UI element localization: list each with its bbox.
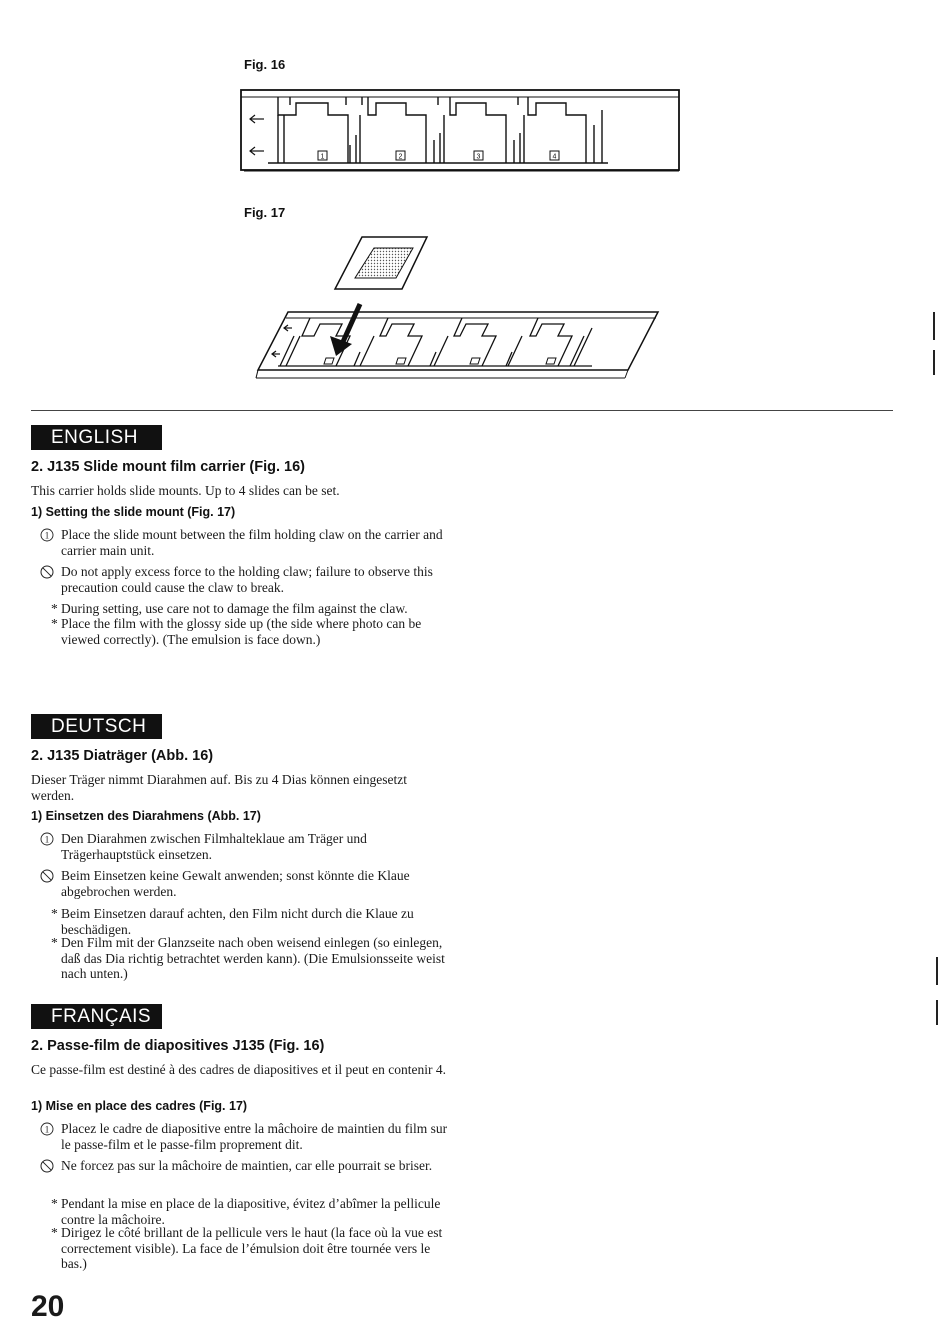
english-note-1-text: During setting, use care not to damage the film against the claw. <box>61 601 408 616</box>
francais-note-1 <box>51 1196 451 1227</box>
circled-one-icon <box>40 832 54 846</box>
page-number: 20 <box>31 1290 65 1323</box>
deutsch-caution <box>40 868 450 899</box>
english-note-1 <box>51 601 451 617</box>
circled-one-icon <box>40 528 54 542</box>
fig17-label: Fig. 17 <box>244 205 286 220</box>
deutsch-note-1 <box>51 906 451 937</box>
slot-number-4: 4 <box>552 153 557 161</box>
francais-heading: 2. Passe-film de diapositives J135 (Fig. 16) <box>31 1038 325 1054</box>
english-subheading: 1) Setting the slide mount (Fig. 17) <box>31 505 236 519</box>
francais-language-tab: FRANÇAIS <box>31 1004 162 1029</box>
english-step-1-text: Place the slide mount between the film holding claw on the carrier and carrier main unit. <box>61 527 443 558</box>
deutsch-caution-text: Beim Einsetzen keine Gewalt anwenden; sonst könnte die Klaue abgebrochen werden. <box>61 868 410 899</box>
deutsch-subheading: 1) Einsetzen des Diarahmens (Abb. 17) <box>31 809 261 823</box>
english-note-2-text: Place the film with the glossy side up (the side where photo can be viewed correctly). (The emulsion is face down.) <box>61 616 422 647</box>
note-asterisk: * <box>51 1225 58 1240</box>
note-asterisk: * <box>51 616 58 631</box>
fig16-label: Fig. 16 <box>244 57 286 72</box>
svg-text:1: 1 <box>44 530 50 541</box>
deutsch-note-2-text: Den Film mit der Glanzseite nach oben weisend einlegen (so einlegen, daß das Dia richtig betrachtet werden kann). (Die Emulsionsseite weist nach unten.) <box>61 935 445 981</box>
slot-number-1: 1 <box>320 153 325 161</box>
fig17-insertion-illustration <box>250 232 665 384</box>
francais-step-1 <box>40 1121 450 1152</box>
deutsch-step-1-text: Den Diarahmen zwischen Filmhalteklaue am Träger und Trägerhauptstück einsetzen. <box>61 831 367 862</box>
svg-text:1: 1 <box>44 1124 50 1135</box>
deutsch-note-1-text: Beim Einsetzen darauf achten, den Film nicht durch die Klaue zu beschädigen. <box>61 906 414 937</box>
deutsch-language-tab: DEUTSCH <box>31 714 162 739</box>
slot-number-3: 3 <box>476 153 481 161</box>
deutsch-step-1 <box>40 831 450 862</box>
francais-caution <box>40 1158 450 1174</box>
francais-note-1-text: Pendant la mise en place de la diapositive, évitez d’abîmer la pellicule contre la mâchoire. <box>61 1196 441 1227</box>
margin-mark <box>936 1000 938 1025</box>
note-asterisk: * <box>51 935 58 950</box>
francais-subheading: 1) Mise en place des cadres (Fig. 17) <box>31 1099 248 1113</box>
note-asterisk: * <box>51 601 58 616</box>
english-intro: This carrier holds slide mounts. Up to 4 slides can be set. <box>31 483 340 498</box>
circled-one-icon <box>40 1122 54 1136</box>
english-note-2 <box>51 616 451 647</box>
prohibition-icon <box>40 565 54 579</box>
slot-number-2: 2 <box>398 153 403 161</box>
francais-note-2-text: Dirigez le côté brillant de la pellicule vers le haut (la face où la vue est correctement visible). La face de l’émulsion doit être tournée vers le bas.) <box>61 1225 443 1271</box>
english-language-tab: ENGLISH <box>31 425 162 450</box>
english-heading: 2. J135 Slide mount film carrier (Fig. 16) <box>31 459 305 475</box>
english-caution <box>40 564 450 595</box>
deutsch-note-2 <box>51 935 451 982</box>
margin-mark <box>933 312 935 340</box>
note-asterisk: * <box>51 906 58 921</box>
francais-intro: Ce passe-film est destiné à des cadres de diapositives et il peut en contenir 4. <box>31 1062 446 1077</box>
francais-note-2 <box>51 1225 451 1272</box>
english-caution-text: Do not apply excess force to the holding claw; failure to observe this precaution could cause the claw to break. <box>61 564 433 595</box>
deutsch-intro: Dieser Träger nimmt Diarahmen auf. Bis zu 4 Dias können eingesetzt werden. <box>31 772 408 803</box>
note-asterisk: * <box>51 1196 58 1211</box>
margin-mark <box>936 957 938 985</box>
svg-text:1: 1 <box>44 834 50 845</box>
fig16-carrier-illustration <box>238 85 683 175</box>
section-divider <box>31 410 893 411</box>
english-step-1 <box>40 527 450 558</box>
francais-step-1-text: Placez le cadre de diapositive entre la mâchoire de maintien du film sur le passe-film et le passe-film proprement dit. <box>61 1121 448 1152</box>
margin-mark <box>933 350 935 375</box>
francais-caution-text: Ne forcez pas sur la mâchoire de maintien, car elle pourrait se briser. <box>61 1158 433 1173</box>
prohibition-icon <box>40 869 54 883</box>
prohibition-icon <box>40 1159 54 1173</box>
deutsch-heading: 2. J135 Diaträger (Abb. 16) <box>31 748 214 764</box>
